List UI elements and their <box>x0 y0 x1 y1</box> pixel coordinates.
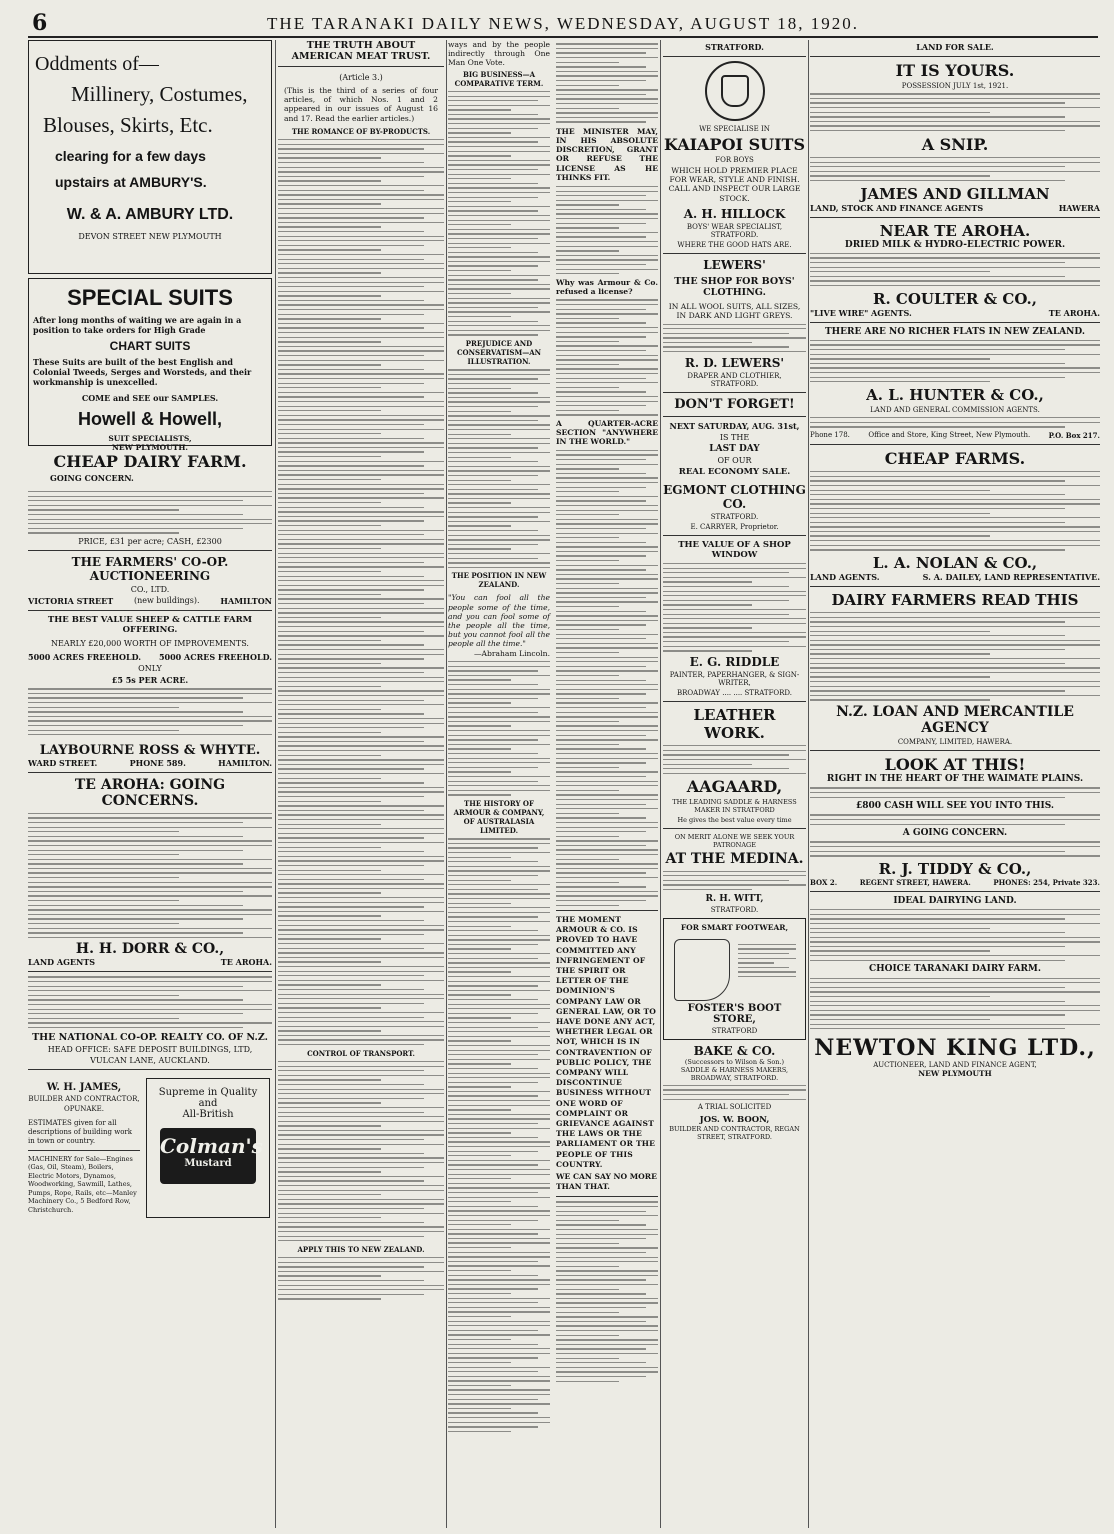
stratford-heading: STRATFORD. <box>705 42 764 52</box>
suits-body: These Suits are built of the best English and Colonial Tweeds, Serges and Worsteds, and their workmanship is unexcelled. <box>33 357 252 387</box>
riddle-sub: PAINTER, PAPERHANGER, & SIGN-WRITER, <box>669 670 800 687</box>
coulter-sub: "LIVE WIRE" AGENTS. <box>810 307 912 318</box>
ambury-line: Millinery, Costumes, <box>71 82 248 106</box>
dont-forget: DON'T FORGET! <box>674 396 795 412</box>
witt-name: R. H. WITT, <box>705 893 764 904</box>
colman-line: All-British <box>182 1108 234 1120</box>
colman-logo-text: Colman's <box>160 1133 263 1158</box>
masthead <box>28 8 1098 38</box>
article-subheading: BIG BUSINESS—A COMPARATIVE TERM. <box>454 69 544 88</box>
james-gillman: JAMES AND GILLMAN <box>860 184 1050 203</box>
listing-body <box>810 471 1100 550</box>
article-body <box>278 139 444 1045</box>
page-number: 6 <box>32 10 48 36</box>
article-subheading: APPLY THIS TO NEW ZEALAND. <box>297 1244 425 1254</box>
egmont-place: STRATFORD. <box>710 512 759 521</box>
dairy-sub: GOING CONCERN. <box>50 473 134 483</box>
article-body <box>556 186 658 275</box>
coulter-town: TE AROHA. <box>1048 307 1100 318</box>
is-the: IS THE <box>719 432 750 442</box>
ambury-firm: W. & A. AMBURY LTD. <box>66 206 234 223</box>
hunga-body <box>28 976 272 1028</box>
it-is-yours: IT IS YOURS. <box>895 61 1015 80</box>
boon-name: JOS. W. BOON, <box>699 1115 770 1126</box>
column-4 <box>663 40 806 1528</box>
street: WARD STREET. <box>28 758 98 769</box>
special-suits-heading: SPECIAL SUITS <box>67 285 233 310</box>
column-rule <box>446 40 447 1528</box>
cheap-dairy-heading: CHEAP DAIRY FARM. <box>53 452 247 471</box>
lewers-name: R. D. LEWERS' <box>684 355 785 370</box>
coop-office: HEAD OFFICE: SAFE DEPOSIT BUILDINGS, LTD, <box>47 1044 253 1054</box>
james-gillman-row <box>810 203 1100 213</box>
listing-body <box>810 340 1100 383</box>
trial-solicited: A TRIAL SOLICITED <box>697 1103 772 1112</box>
laybourne-address <box>28 758 272 768</box>
freehold-left: 5000 ACRES FREEHOLD. <box>28 651 142 662</box>
lewers-line: THE SHOP FOR BOYS' <box>674 275 795 287</box>
last-day: LAST DAY <box>709 443 760 454</box>
dorr-row <box>28 957 272 967</box>
hillock-tag: WHERE THE GOOD HATS ARE. <box>677 240 792 249</box>
land-for-sale: LAND FOR SALE. <box>916 42 994 52</box>
james-body: ESTIMATES given for all descriptions of building work in town or country. <box>28 1118 133 1145</box>
ambury-advert <box>28 40 272 274</box>
freehold-only: ONLY <box>138 663 162 673</box>
listing-body <box>810 253 1100 286</box>
listing-body <box>810 787 1100 797</box>
riddle-address: BROADWAY .... .... STRATFORD. <box>676 688 793 697</box>
column-2 <box>278 40 444 1528</box>
kaiapoi-logo <box>705 61 765 121</box>
kaiapoi-pre: WE SPECIALISE IN <box>699 125 770 133</box>
hillock-name: A. H. HILLOCK <box>683 206 786 221</box>
nz-loan: N.Z. LOAN AND MERCANTILE AGENCY <box>836 704 1074 737</box>
colman-mustard-text: Mustard <box>184 1157 232 1169</box>
nz-loan-sub: COMPANY, LIMITED, HAWERA. <box>897 738 1013 747</box>
tiddy-address: REGENT STREET, HAWERA. <box>859 877 971 887</box>
article-continuation <box>556 40 658 1528</box>
bake-name: BAKE & CO. <box>693 1043 776 1058</box>
article-continuation <box>448 40 550 1528</box>
james-place: OPUNAKE. <box>64 1104 104 1113</box>
medina-body <box>663 871 806 891</box>
dorr-right: TE AROHA. <box>220 957 272 968</box>
hunter-phone: Phone 178. <box>810 430 850 439</box>
column-rule <box>808 40 809 1528</box>
article-heading: THE TRUTH ABOUT AMERICAN MEAT TRUST. <box>291 40 431 62</box>
listing-body <box>810 814 1100 824</box>
suits-cta: COME and SEE our SAMPLES. <box>81 393 219 403</box>
near-te-aroha: NEAR TE AROHA. <box>879 221 1031 240</box>
medina-heading: AT THE MEDINA. <box>665 851 804 868</box>
lewers-line: CLOTHING. <box>703 286 766 298</box>
article-body <box>556 299 658 415</box>
sheep-farm-heading: THE BEST VALUE SHEEP & CATTLE FARM OFFERING. <box>47 614 253 635</box>
choice-farm: CHOICE TARANAKI DAIRY FARM. <box>868 964 1042 975</box>
going-concern: A GOING CONCERN. <box>902 828 1008 839</box>
shop-window-body <box>663 563 806 652</box>
lewers-sub: DRAPER AND CLOTHIER, STRATFORD. <box>687 371 782 388</box>
dairy-farmers-read: DAIRY FARMERS READ THIS <box>831 590 1079 609</box>
coop-address: VULCAN LANE, AUCKLAND. <box>90 1055 210 1065</box>
dairy-price: PRICE, £31 per acre; CASH, £2300 <box>78 536 222 546</box>
lincoln-attribution: —Abraham Lincoln. <box>473 648 550 658</box>
newton-king: NEWTON KING LTD., <box>814 1035 1096 1062</box>
leather-work: LEATHER WORK. <box>693 705 776 742</box>
farmers-coop-address <box>28 596 272 606</box>
article-body <box>556 1201 658 1381</box>
kaiapoi-heading: KAIAPOI SUITS <box>663 135 806 154</box>
kaiapoi-for: FOR BOYS <box>715 156 754 164</box>
hunter-body <box>810 417 1100 427</box>
town: HAMILTON. <box>218 758 272 769</box>
suits-place: NEW PLYMOUTH. <box>111 443 189 452</box>
listing-body <box>810 841 1100 856</box>
suits-tag: SUIT SPECIALISTS, <box>108 434 192 443</box>
aagaard-name: AAGAARD, <box>686 777 783 797</box>
column-3 <box>448 40 658 1528</box>
sheep-farm-body <box>28 688 272 735</box>
bake-sub: (Successors to Wilson & Son.) <box>684 1057 785 1066</box>
te-aroha-heading: TE AROHA: GOING CONCERNS. <box>74 777 226 810</box>
coop-realty-heading: THE NATIONAL CO-OP. REALTY CO. OF N.Z. <box>32 1031 268 1043</box>
masthead-title: THE TARANAKI DAILY NEWS, WEDNESDAY, AUGUST 18, 1920. <box>267 14 859 33</box>
lewers-heading: LEWERS' <box>703 257 766 272</box>
article-intro: (This is the third of a series of four articles, of which Nos. 1 and 2 appeared in our issues of August 16 and 17. Read the earlier articles.) <box>284 86 438 123</box>
article-body <box>448 91 550 336</box>
james-sub: BUILDER AND CONTRACTOR, <box>28 1094 140 1103</box>
article-body <box>556 450 658 906</box>
ambury-address: DEVON STREET NEW PLYMOUTH <box>78 232 222 241</box>
hunter-row <box>810 431 1100 440</box>
suits-lead: After long months of waiting we are again in a position to take orders for High Grade <box>33 315 242 335</box>
farmers-coop-heading: THE FARMERS' CO-OP. AUCTIONEERING <box>71 554 229 583</box>
town: HAMILTON <box>220 595 272 606</box>
article-body <box>278 1257 444 1300</box>
lewers-list <box>663 324 806 353</box>
minister-notice: THE MINISTER MAY, IN HIS ABSOLUTE DISCRETION, GRANT OR REFUSE THE LICENSE AS HE THINKS FIT. <box>556 126 658 182</box>
special-suits-advert <box>28 278 272 452</box>
column-rule <box>660 40 661 1528</box>
footwear-heading: FOR SMART FOOTWEAR, <box>680 922 789 932</box>
article-body <box>278 1061 444 1241</box>
fosters-advert <box>663 918 806 1040</box>
possession: POSSESSION JULY 1st, 1921. <box>901 82 1009 90</box>
listing-body <box>810 157 1100 181</box>
article-subheading: THE HISTORY OF ARMOUR & COMPANY, OF AUSTRALASIA LIMITED. <box>453 798 545 835</box>
coulter-firm: R. COULTER & CO., <box>873 289 1037 308</box>
street: VICTORIA STREET <box>28 595 114 606</box>
a-snip: A SNIP. <box>921 134 989 154</box>
machinery-advert: MACHINERY for Sale—Engines (Gas, Oil, Steam), Boilers, Electric Motors, Dynamos, Woodworking, Sawmill, Lathes, Pumps, Rope, Rails, etc—Manley Machinery Co., 5 Bedford Row, Christchurch. <box>28 1154 137 1214</box>
nolan-row <box>810 572 1100 582</box>
egmont-clothing: EGMONT CLOTHING CO. <box>663 482 806 511</box>
aagaard-tag: He gives the best value every time <box>677 816 792 825</box>
dorr-firm: H. H. DORR & CO., <box>75 941 225 958</box>
colman-line: and <box>198 1097 218 1109</box>
article-lead: ways and by the people indirectly through One Man One Vote. <box>448 40 550 68</box>
witt-place: STRATFORD. <box>710 905 759 914</box>
look-at-this: LOOK AT THIS! <box>884 755 1026 775</box>
egmont-prop: E. CARRYER, Proprietor. <box>690 522 779 531</box>
riddle-name: E. G. RIDDLE <box>689 654 780 669</box>
economy-sale: REAL ECONOMY SALE. <box>678 466 791 477</box>
tiddy-box: BOX 2. <box>810 877 838 887</box>
jg-sub: LAND, STOCK AND FINANCE AGENTS <box>810 202 984 213</box>
hunter-office: Office and Store, King Street, New Plymouth. <box>868 430 1031 439</box>
article-body <box>448 838 550 1432</box>
medina-pre: ON MERIT ALONE WE SEEK YOUR PATRONAGE <box>674 833 795 850</box>
freehold-row <box>28 652 272 662</box>
nolan-firm: L. A. NOLAN & CO., <box>872 553 1038 572</box>
listing-body <box>810 93 1100 131</box>
colmans-advert <box>146 1078 270 1218</box>
column-rule <box>275 40 276 1528</box>
sheep-farm-sub: NEARLY £20,000 WORTH OF IMPROVEMENTS. <box>51 638 249 648</box>
aagaard-sub: THE LEADING SADDLE & HARNESS MAKER IN STRATFORD <box>672 798 797 815</box>
quarter-acre: A QUARTER-ACRE SECTION "ANYWHERE IN THE WORLD." <box>556 418 658 447</box>
dairy-body <box>28 491 272 534</box>
lincoln-quote: "You can fool all the people some of the time, and you can fool some of the people all the time, but you cannot fool all the people all the time." <box>448 593 550 649</box>
phone: PHONE 589. <box>129 758 186 769</box>
article-subheading: CONTROL OF TRANSPORT. <box>307 1048 415 1058</box>
column-1 <box>28 40 272 1528</box>
laybourne-firm: LAYBOURNE ROSS & WHYTE. <box>39 743 261 759</box>
bake-trade: SADDLE & HARNESS MAKERS, BROADWAY, STRATFORD. <box>680 1065 789 1082</box>
hunter-firm: A. L. HUNTER & CO., <box>866 385 1044 404</box>
ambury-line: upstairs at AMBURY'S. <box>55 174 207 190</box>
newton-sub: AUCTIONEER, LAND AND FINANCE AGENT, <box>873 1061 1037 1070</box>
boon-sub: BUILDER AND CONTRACTOR, REGAN STREET, STRATFORD. <box>669 1125 800 1142</box>
listing-body <box>810 978 1100 1030</box>
column-5 <box>810 40 1100 1528</box>
shop-window-heading: THE VALUE OF A SHOP WINDOW <box>678 539 791 560</box>
hunter-sub: LAND AND GENERAL COMMISSION AGENTS. <box>870 405 1040 414</box>
farmers-coop-sub: CO., LTD. <box>130 584 170 594</box>
cheap-farms: CHEAP FARMS. <box>884 448 1026 468</box>
building: (new buildings). <box>134 595 200 605</box>
dorr-left: LAND AGENTS <box>28 957 96 968</box>
article-subheading: THE ROMANCE OF BY-PRODUCTS. <box>291 126 431 136</box>
hillock-sub: BOYS' WEAR SPECIALIST, STRATFORD. <box>686 222 783 239</box>
article-body <box>556 43 658 122</box>
armour-notice-end: WE CAN SAY NO MORE THAN THAT. <box>556 1171 657 1192</box>
article-subheading: THE POSITION IN NEW ZEALAND. <box>451 571 547 590</box>
kaiapoi-body: WHICH HOLD PREMIER PLACE FOR WEAR, STYLE AND FINISH. CALL AND INSPECT OUR LARGE STOCK. <box>668 166 801 203</box>
article-body <box>448 369 550 568</box>
refused-question: Why was Armour & Co. refused a license? <box>556 277 658 296</box>
cash-800: £800 CASH WILL SEE YOU INTO THIS. <box>856 801 1054 812</box>
bake-body <box>663 1085 806 1100</box>
listing-body <box>810 909 1100 961</box>
tiddy-firm: R. J. TIDDY & CO., <box>878 859 1032 878</box>
nolan-left: LAND AGENTS. <box>810 571 880 582</box>
ambury-line: Oddments of— <box>35 53 159 75</box>
boot-icon <box>674 939 730 1001</box>
colman-line: Supreme in Quality <box>158 1086 258 1098</box>
freehold-right: 5000 ACRES FREEHOLD. <box>158 651 272 662</box>
coulter-row <box>810 308 1100 318</box>
lewers-body: IN ALL WOOL SUITS, ALL SIZES, IN DARK AND LIGHT GREYS. <box>668 301 801 321</box>
tiddy-phone: PHONES: 254, Private 323. <box>993 877 1100 887</box>
next-saturday: NEXT SATURDAY, AUG. 31st, <box>669 420 800 431</box>
hunter-box: P.O. Box 217. <box>1048 430 1100 440</box>
ambury-line: clearing for a few days <box>55 148 206 164</box>
freehold-price: £5 5s PER ACRE. <box>111 674 189 685</box>
fosters-name: FOSTER'S BOOT STORE, <box>687 1002 782 1025</box>
bottom-adverts <box>28 1074 272 1224</box>
chart-suits: CHART SUITS <box>109 339 191 353</box>
james-advert <box>28 1074 140 1215</box>
colmans-logo <box>160 1128 263 1184</box>
tiddy-row <box>810 878 1100 887</box>
of-our: OF OUR <box>717 455 752 465</box>
richer-flats: THERE ARE NO RICHER FLATS IN NEW ZEALAND. <box>824 326 1086 337</box>
leather-body <box>663 745 806 774</box>
armour-notice: THE MOMENT ARMOUR & CO. IS PROVED TO HAVE COMMITTED ANY INFRINGEMENT OF THE SPIRIT OR LETTER OF THE DOMINION'S COMPANY LAW OR GENERAL LAW, OR TO HAVE DONE ANY ACT, WHETHER LEGAL OR NOT, WHICH IS IN CONTRAVENTION OF PUBLIC POLICY, THE COMPANY WILL DISCONTINUE BUSINESS WITHOUT ONE WORD OF COMPLAINT OR GRIEVANCE AGAINST THE LAWS OR THE PARLIAMENT OR THE PEOPLE OF THIS COUNTRY. <box>556 914 657 1169</box>
ambury-line: Blouses, Skirts, Etc. <box>43 113 213 137</box>
fosters-body <box>738 941 796 981</box>
waimate: RIGHT IN THE HEART OF THE WAIMATE PLAINS. <box>826 774 1084 785</box>
listing-body <box>810 612 1100 701</box>
fosters-place: STRATFORD <box>711 1026 758 1035</box>
ideal-dairying: IDEAL DAIRYING LAND. <box>893 895 1017 906</box>
article-body <box>448 661 550 796</box>
nolan-right: S. A. DAILEY, LAND REPRESENTATIVE. <box>922 571 1100 582</box>
howell-firm: Howell & Howell, <box>77 409 223 429</box>
james-name: W. H. JAMES, <box>46 1081 122 1093</box>
newton-town: NEW PLYMOUTH <box>918 1069 992 1079</box>
article-number: (Article 3.) <box>339 73 383 82</box>
article-subheading: PREJUDICE AND CONSERVATISM—AN ILLUSTRATION. <box>456 338 542 366</box>
dried-milk: DRIED MILK & HYDRO-ELECTRIC POWER. <box>844 239 1066 250</box>
te-aroha-body <box>28 813 272 938</box>
jg-town: HAWERA <box>1058 202 1100 213</box>
